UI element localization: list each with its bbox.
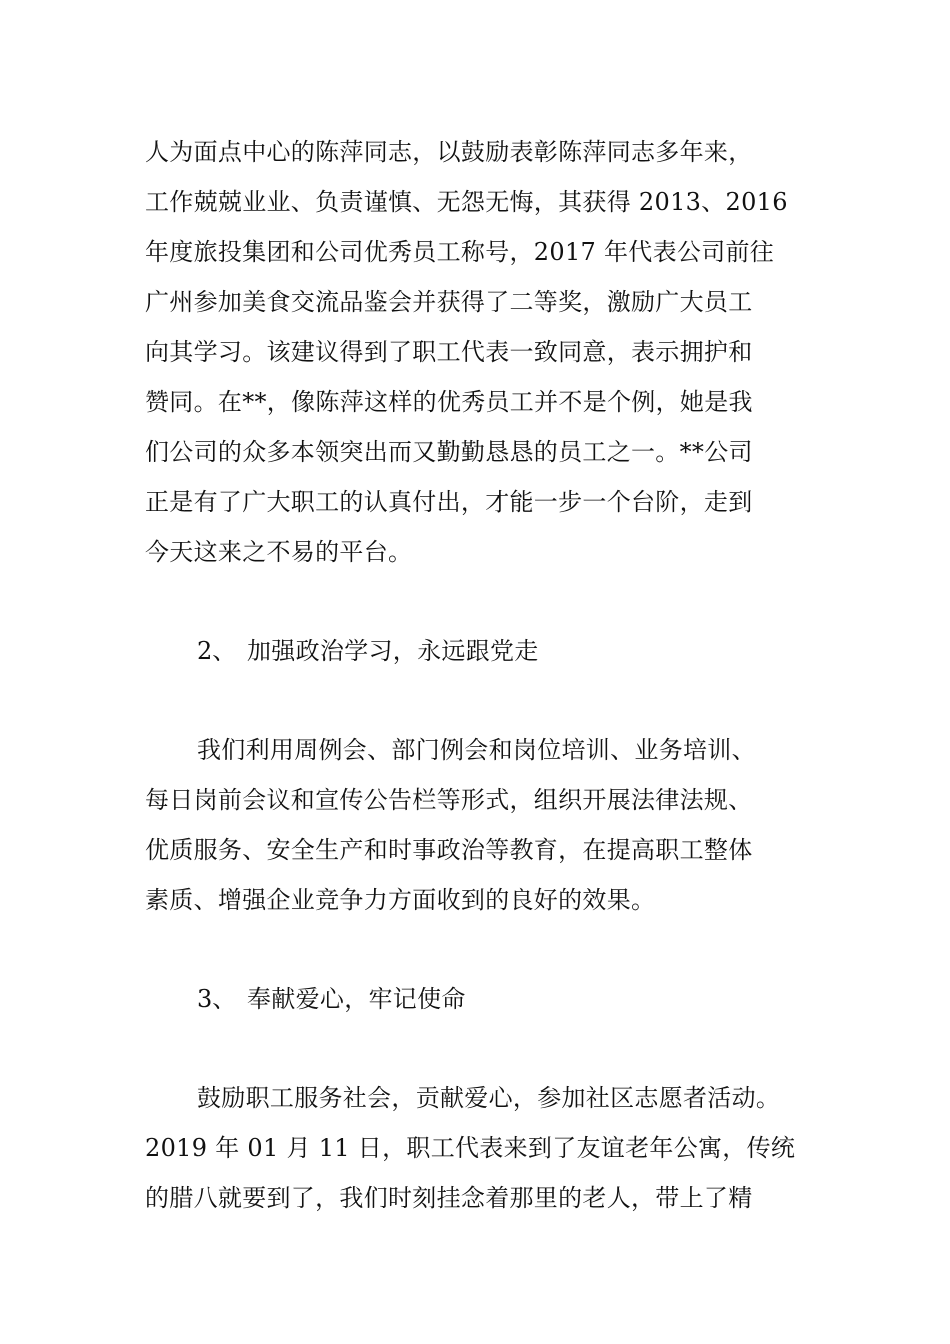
paragraph-line: 工作兢兢业业、负责谨慎、无怨无悔，其获得 2013、2016: [145, 188, 788, 216]
paragraph-line: 素质、增强企业竞争力方面收到的良好的效果。: [145, 886, 656, 914]
paragraph-line: 鼓励职工服务社会，贡献爱心，参加社区志愿者活动。: [197, 1084, 781, 1112]
heading-number: 2、: [197, 637, 237, 665]
paragraph-line: 正是有了广大职工的认真付出，才能一步一个台阶，走到: [145, 488, 753, 516]
paragraph-line: 广州参加美食交流品鉴会并获得了二等奖，激励广大员工: [145, 288, 753, 316]
paragraph-line: 我们利用周例会、部门例会和岗位培训、业务培训、: [197, 736, 756, 764]
heading-number: 3、: [197, 985, 237, 1013]
paragraph-line: 今天这来之不易的平台。: [145, 538, 413, 566]
paragraph-line: 们公司的众多本领突出而又勤勤恳恳的员工之一。**公司: [145, 438, 753, 466]
paragraph-line: 优质服务、安全生产和时事政治等教育，在提高职工整体: [145, 836, 753, 864]
paragraph-line: 向其学习。该建议得到了职工代表一致同意，表示拥护和: [145, 338, 753, 366]
paragraph-line: 2019 年 01 月 11 日，职工代表来到了友谊老年公寓，传统: [145, 1134, 796, 1162]
paragraph-line: 的腊八就要到了，我们时刻挂念着那里的老人，带上了精: [145, 1184, 753, 1212]
paragraph-line: 赞同。在**，像陈萍这样的优秀员工并不是个例，她是我: [145, 388, 753, 416]
paragraph-line: 年度旅投集团和公司优秀员工称号，2017 年代表公司前往: [145, 238, 775, 266]
heading-text: 加强政治学习，永远跟党走: [247, 637, 539, 665]
heading-text: 奉献爱心，牢记使命: [247, 985, 466, 1013]
paragraph-line: 每日岗前会议和宣传公告栏等形式，组织开展法律法规、: [145, 786, 753, 814]
paragraph-line: 人为面点中心的陈萍同志，以鼓励表彰陈萍同志多年来，: [145, 138, 753, 166]
